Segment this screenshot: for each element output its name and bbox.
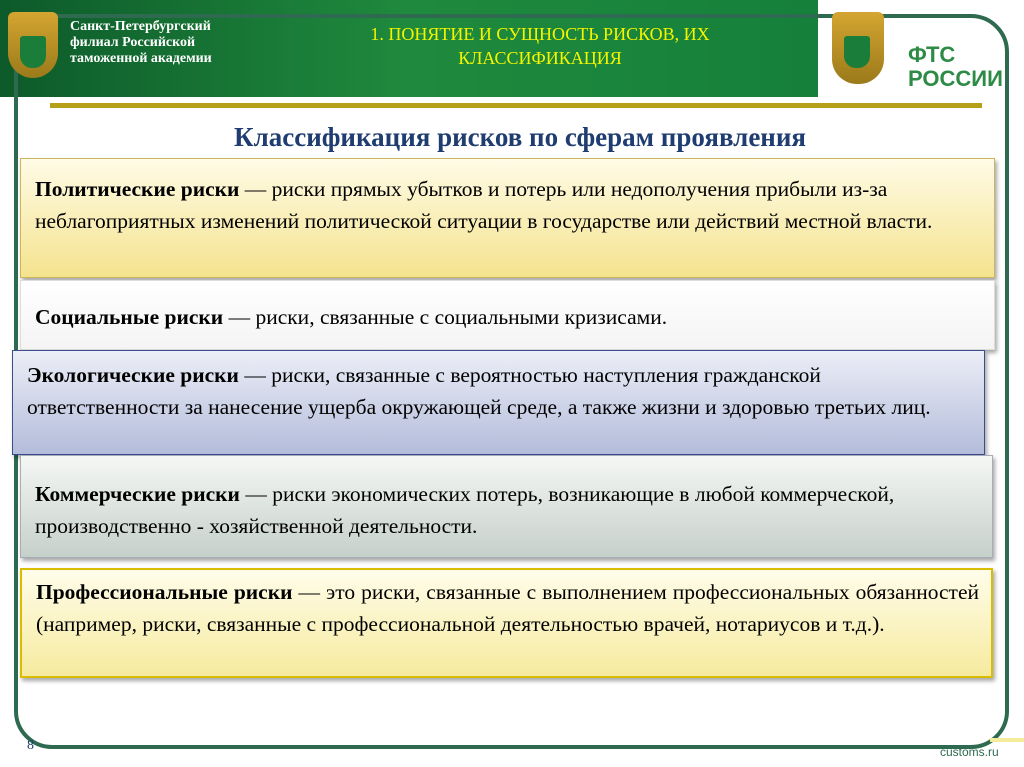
fts-emblem-icon (832, 12, 884, 84)
risk-definition: — риски прямых убытков и потерь или недополучения прибыли из-за неблагоприятных изменений политической ситуации в государстве или действий местной власти. (35, 177, 933, 233)
risk-definition: — это риски, связанные с выполнением профессиональных обязанностей (например, риски, связанные с профессиональной деятельностью врачей, нотариусов и т.д.). (36, 580, 979, 636)
fts-line-1: ФТС (908, 42, 956, 67)
risk-term: Социальные риски (35, 305, 224, 329)
risk-term: Коммерческие риски (35, 482, 240, 506)
risk-box-social (20, 280, 995, 350)
risk-definition: — риски экономических потерь, возникающие в любой коммерческой, производственно - хозяйственной деятельности. (35, 482, 895, 538)
risk-definition: — риски, связанные с социальными кризисами. (223, 305, 668, 329)
slide-title (260, 22, 820, 70)
title-line-2: КЛАССИФИКАЦИЯ (458, 48, 622, 68)
fts-logo-text (908, 43, 1003, 91)
footer-line (990, 738, 1024, 742)
academy-emblem-icon (8, 12, 58, 78)
title-line-1: 1. ПОНЯТИЕ И СУЩНОСТЬ РИСКОВ, ИХ (370, 24, 710, 44)
fts-line-2: РОССИИ (908, 66, 1003, 91)
risk-term: Экологические риски (27, 363, 239, 387)
page-number: 8 (27, 738, 34, 753)
risk-box-commercial (20, 455, 993, 558)
site-link[interactable]: customs.ru (940, 745, 999, 759)
academy-name: Санкт-Петербургский филиал Российской таможенной академии (70, 19, 212, 66)
risk-box-ecological (12, 350, 985, 455)
risk-box-professional (20, 568, 993, 678)
risk-definition: — риски, связанные с вероятностью наступления гражданской ответственности за нанесение ущерба окружающей среде, а также жизни и здоровью третьих лиц. (27, 363, 931, 419)
risk-term: Профессиональные риски (36, 580, 293, 604)
divider (50, 103, 982, 108)
risk-box-political (20, 158, 995, 278)
section-subtitle: Классификация рисков по сферам проявления (234, 122, 807, 152)
risk-term: Политические риски (35, 177, 240, 201)
